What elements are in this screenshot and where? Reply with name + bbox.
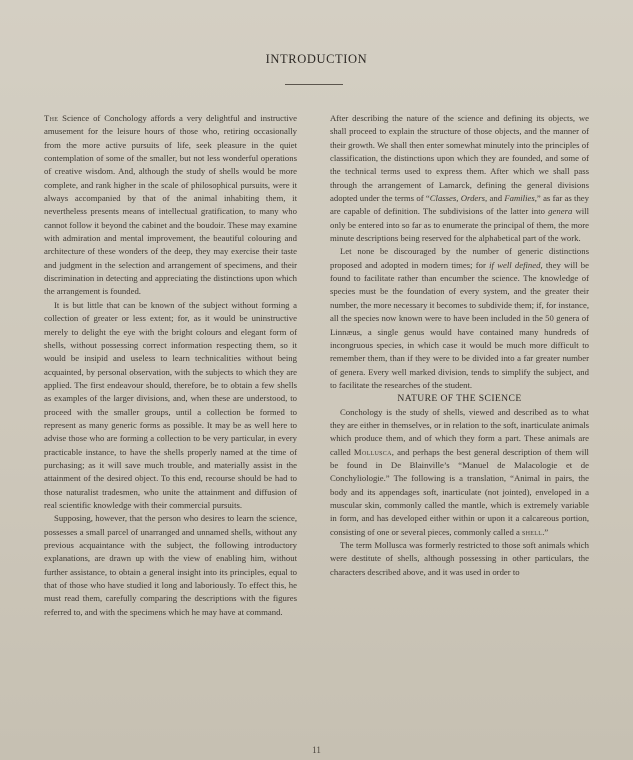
text-run: Let none be discouraged by the number of generic distinctions proposed and adopted in modern times; for: [330, 246, 589, 270]
italic-run: genera: [548, 206, 573, 217]
italic-run: Classes, Orders: [429, 193, 486, 204]
small-caps-run: shell: [522, 526, 543, 537]
paragraph-1-text: Science of Conchology affords a very delightful and instructive amusement for the leisure hours of those who, retiring occasionally from the more active pursuits of life, seek pleasure in the quiet contemplation of some of the smaller, but not less wonderful operations of creative wisdom. And, although the study of shells would be more complete, and rank higher in the scale of philosophical pursuits, were it always accompanied by that of the animal inhabiting them, it nevertheless presents means of intellectual gratification, to many who cannot follow it beyond the cabinet and the boudoir. These may examine with admiration and mental improvement, the beautiful colouring and architecture of these wonders of the deep, they may exercise their taste and judgment in the selection and arrangement of specimens, and their discrimination in detecting and appreciating the distinctions upon which the arrangement is founded.: [44, 113, 297, 297]
text-run: , they will be found to facilitate rather than encumber the science. The knowledge of species must be the foundation of every system, and the greater their number, the more necessary it becomes to subdivide them; if, for instance, all the species now known were to have been included in the 50 genera of Linnæus, a single genus would have contained many hundreds of incongruous species, in which case it would be much more difficult to remember them, than if they were to be divided into a far greater number of genera. Every well marked division, tends to simplify the subject, and to facilitate the researches of the student.: [330, 259, 589, 390]
text-run: , and: [485, 193, 505, 204]
left-column: [44, 112, 297, 619]
paragraph-2: It is but little that can be known of the subject without forming a collection of greater or less extent; for, as it would be uninstructive merely to delight the eye with the bright colours and elegant form of shells, without possessing correct information respecting them, so it would be insipid and useless to learn technicalities without being acquainted, by personal observation, with the subjects to which they are applied. The first endeavour should, therefore, be to obtain a few shells as examples of the larger divisions, and, when these are understood, to proceed with the smaller groups, until a collection be formed to represent as many generic forms as possible. It may be as well here to advise those who are forming a collection to be very particular, in every practicable instance, to have the shells properly named at the time of purchasing; as it will save much trouble, and materially assist in the attainment of the desired object. To this end, recourse should be had to those naturalist tradesmen, who unite the attainment and diffusion of real scientific knowledge with their commercial pursuits.: [44, 299, 297, 510]
paragraph-4: [330, 112, 589, 245]
title-rule: [285, 84, 343, 85]
text-run: ,” as far as they are capable of definition. The subdivisions of the latter into: [330, 193, 590, 217]
italic-run: Families: [504, 193, 535, 204]
section-heading: NATURE OF THE SCIENCE: [397, 393, 522, 405]
small-caps-run: Mollusca: [353, 446, 392, 457]
text-run: After describing the nature of the science and defining its objects, we shall proceed to explain the structure of those objects, and the manner of their growth. We shall then enter somewhat minutely into the principles of classification, the distinctions upon which they are founded, and some of the technical terms used to express them. After which we shall pass through the arrangement of Lamarck, defining the general divisions adopted under the terms of “: [330, 113, 589, 204]
paragraph-5: [330, 245, 589, 392]
right-column: [330, 112, 589, 579]
italic-run: if well defined: [489, 259, 541, 270]
text-run: , and perhaps the best general description of them will be found in De Blainville’s “Manuel de Malacologie et de Conchyliologie.” The following is a translation, “Animal in pairs, the body and its appendages soft, inarticulate (not jointed), enveloped in a muscular skin, commonly called the mantle, which is extremely variable in form, and has developed either within or upon it a calcareous portion, consisting of one or several pieces, commonly called a: [330, 446, 589, 537]
text-run: Conchology is the study of shells, viewed and described as to what they are either in themselves, or in relation to the soft, inarticulate animals which produce them, and of which they form a part. These animals are called: [330, 406, 589, 457]
paragraph-3: Supposing, however, that the person who desires to learn the science, possesses a small parcel of unarranged and unnamed shells, without any previous acquaintance with the subject, the following introductory explanations, are drawn up with the view of enabling him, without further assistance, to obtain a general insight into its principles, equal to that of those who have studied it long and laboriously. To effect this, he must read them, carefully comparing the descriptions with the figures referred to, and with the specimens which he may have at command.: [44, 513, 297, 617]
page-title: INTRODUCTION: [265, 52, 368, 66]
text-run: .”: [542, 526, 549, 537]
drop-lead: The: [44, 113, 59, 123]
paragraph-6: [330, 406, 589, 539]
text-run: will only be entered into so far as to enumerate the principal of them, the more minute descriptions being reserved for the alphabetical part of the work.: [330, 206, 589, 244]
page-number: 11: [312, 745, 321, 755]
paragraph-1: [44, 112, 297, 299]
paragraph-7: The term Mollusca was formerly restricted to those soft animals which were destitute of shells, although possessing in other particulars, the characters described above, and it was used in order to: [330, 540, 589, 577]
